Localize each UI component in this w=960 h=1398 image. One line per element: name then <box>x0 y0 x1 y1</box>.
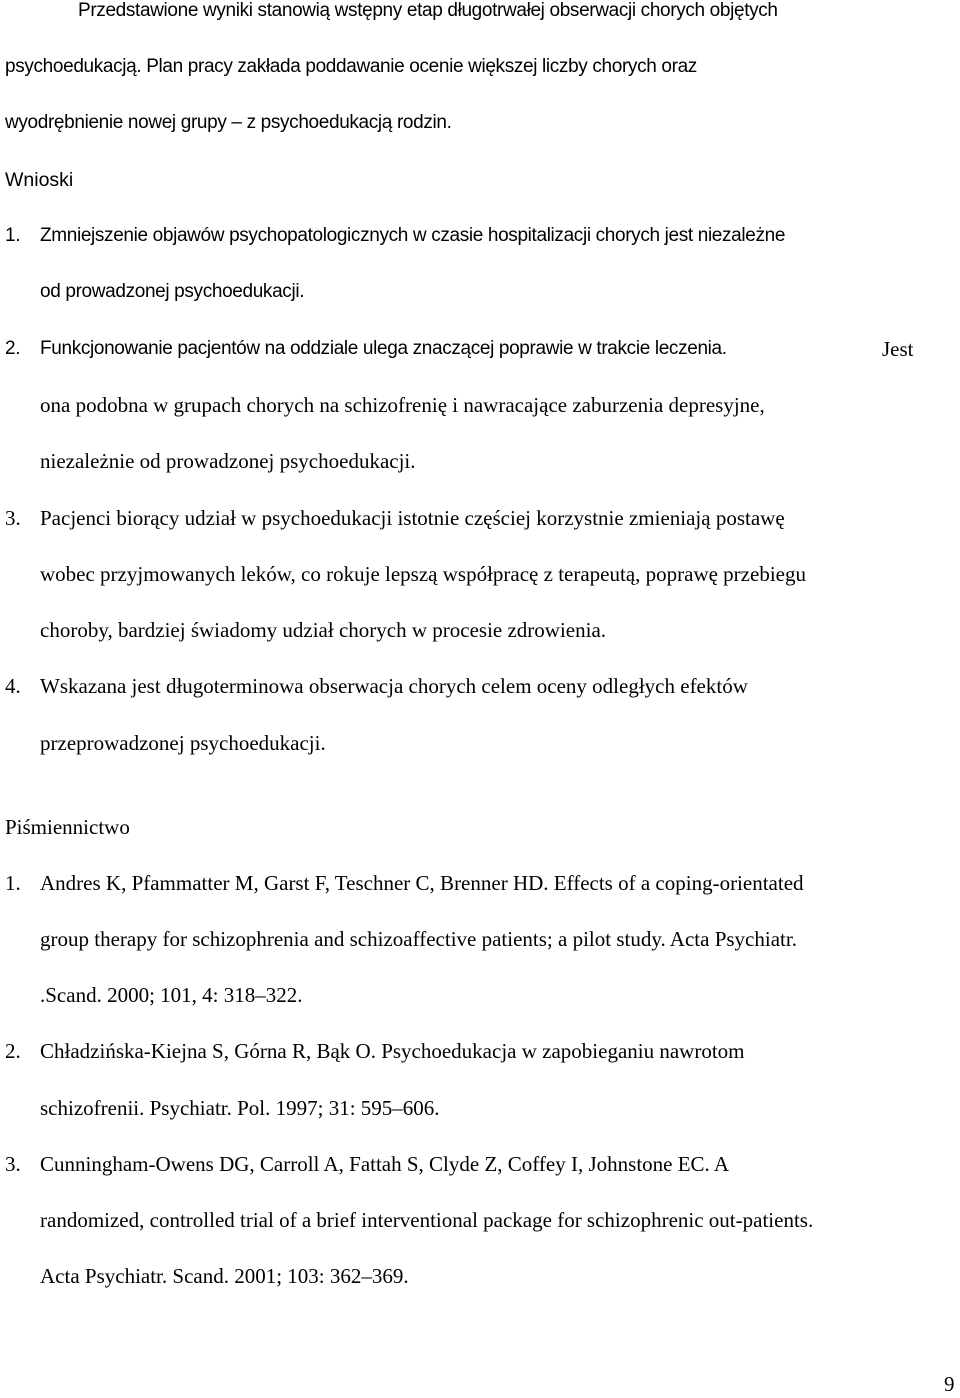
conclusion-number: 3. <box>5 506 21 530</box>
conclusion-line: ona podobna w grupach chorych na schizofrenię i nawracające zaburzenia depresyjne, <box>40 393 765 417</box>
conclusion-line: Jest <box>882 337 914 361</box>
conclusion-line: niezależnie od prowadzonej psychoedukacji. <box>40 449 416 473</box>
conclusion-line: Funkcjonowanie pacjentów na oddziale ulega znaczącej poprawie w trakcie leczenia. <box>40 338 727 359</box>
intro-line: wyodrębnienie nowej grupy – z psychoedukacją rodzin. <box>5 112 452 133</box>
conclusion-line: wobec przyjmowanych leków, co rokuje lepszą współpracę z terapeutą, poprawę przebiegu <box>40 562 806 586</box>
intro-line: Przedstawione wyniki stanowią wstępny etap długotrwałej obserwacji chorych objętych <box>78 0 778 21</box>
conclusion-line: od prowadzonej psychoedukacji. <box>40 281 305 302</box>
page-number: 9 <box>944 1372 955 1396</box>
intro-line: psychoedukacją. Plan pracy zakłada poddawanie ocenie większej liczby chorych oraz <box>5 56 697 77</box>
reference-number: 2. <box>5 1039 21 1063</box>
conclusion-line: Pacjenci biorący udział w psychoedukacji istotnie częściej korzystnie zmieniają postawę <box>40 506 785 530</box>
conclusion-number: 2. <box>5 338 21 359</box>
reference-number: 1. <box>5 871 21 895</box>
conclusion-line: przeprowadzonej psychoedukacji. <box>40 731 326 755</box>
conclusion-number: 1. <box>5 225 21 246</box>
conclusion-line: Zmniejszenie objawów psychopatologicznych w czasie hospitalizacji chorych jest niezależne <box>40 225 786 246</box>
reference-line: schizofrenii. Psychiatr. Pol. 1997; 31: 595–606. <box>40 1096 440 1120</box>
conclusion-line: choroby, bardziej świadomy udział chorych w procesie zdrowienia. <box>40 618 607 642</box>
references-heading: Piśmiennictwo <box>5 815 130 839</box>
conclusion-number: 4. <box>5 674 21 698</box>
reference-number: 3. <box>5 1152 21 1176</box>
reference-line: Andres K, Pfammatter M, Garst F, Teschner C, Brenner HD. Effects of a coping-orientated <box>40 871 804 895</box>
reference-line: Chładzińska-Kiejna S, Górna R, Bąk O. Psychoedukacja w zapobieganiu nawrotom <box>40 1039 745 1063</box>
reference-line: randomized, controlled trial of a brief interventional package for schizophrenic out-patients. <box>40 1208 814 1232</box>
reference-line: Cunningham-Owens DG, Carroll A, Fattah S, Clyde Z, Coffey I, Johnstone EC. A <box>40 1152 730 1176</box>
conclusion-line: Wskazana jest długoterminowa obserwacja chorych celem oceny odległych efektów <box>40 674 748 698</box>
reference-line: Acta Psychiatr. Scand. 2001; 103: 362–369. <box>40 1264 409 1288</box>
reference-line: .Scand. 2000; 101, 4: 318–322. <box>40 983 303 1007</box>
conclusions-heading: Wnioski <box>5 169 74 191</box>
reference-line: group therapy for schizophrenia and schizoaffective patients; a pilot study. Acta Psychiatr. <box>40 927 797 951</box>
